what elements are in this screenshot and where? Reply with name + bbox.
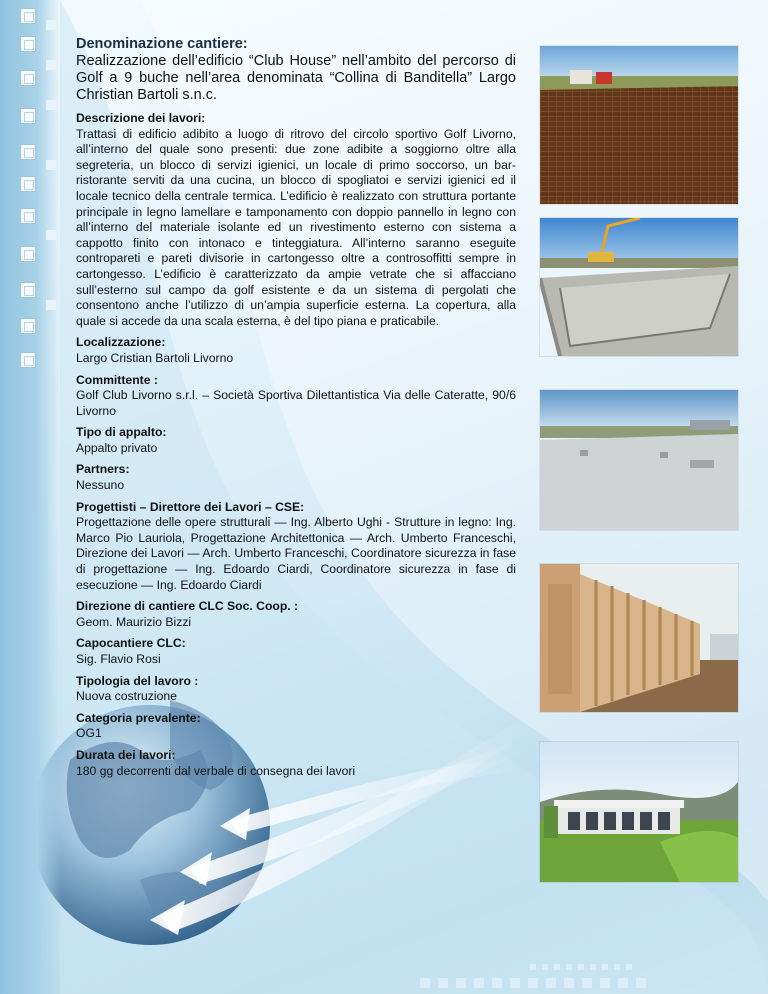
- section-text: Sig. Flavio Rosi: [76, 652, 161, 666]
- concrete-slab-photo: [540, 390, 738, 530]
- section-description: [76, 111, 516, 329]
- site-name-text: Realizzazione dell’edificio “Club House” nell’ambito del percorso di Golf a 9 buche nell’area denominata “Collina di Banditella” Largo Christian Bartoli s.n.c.: [76, 53, 516, 103]
- section-label: Categoria prevalente:: [76, 710, 201, 725]
- concrete-pour-photo: [540, 218, 738, 356]
- timber-frame-photo: [540, 564, 738, 712]
- section-text: 180 gg decorrenti dal verbale di consegna dei lavori: [76, 763, 356, 778]
- section-designers: [76, 500, 516, 594]
- section-text: Progettazione delle opere strutturali — Ing. Alberto Ughi - Strutture in legno: Ing. Marco Pio Lauriola, Progettazione Architettonica — Arch. Umberto Franceschi, Direzione dei Lavori — Arch. Umberto Franceschi, Coordinatore sicurezza in fase di progettazione — Ing. Edoardo Ciardi, Coordinatore sicurezza in fase di esecuzione — Ing. Edoardo Ciardi: [76, 515, 516, 592]
- section-label: Tipo di appalto:: [76, 425, 167, 440]
- site-sheet-content: [76, 36, 516, 785]
- site-name-label: Denominazione cantiere:: [76, 36, 248, 52]
- section-label: Capocantiere CLC:: [76, 636, 186, 651]
- bottom-dots-decoration: [420, 958, 720, 988]
- section-text: Geom. Maurizio Bizzi: [76, 614, 192, 629]
- section-text: OG1: [76, 726, 102, 741]
- rebar-mesh-photo: [540, 46, 738, 204]
- section-label: Localizzazione:: [76, 335, 166, 350]
- section-text: Largo Cristian Bartoli Livorno: [76, 350, 234, 365]
- section-text: Appalto privato: [76, 440, 158, 455]
- section-text: Golf Club Livorno s.r.l. – Società Sportiva Dilettantistica Via delle Cateratte, 90/6 Livorno: [76, 388, 516, 418]
- section-partners: [76, 462, 516, 493]
- section-label: Partners:: [76, 462, 130, 477]
- section-label: Committente :: [76, 372, 158, 387]
- section-duration: [76, 748, 516, 779]
- section-contract-type: [76, 425, 516, 456]
- section-site-management: [76, 599, 516, 630]
- left-decorative-strip: [0, 0, 62, 994]
- section-work-type: [76, 674, 516, 705]
- section-text: Nuova costruzione: [76, 689, 177, 704]
- clubhouse-render-photo: [540, 742, 738, 882]
- section-text: Nessuno: [76, 478, 125, 493]
- section-label: Direzione di cantiere CLC Soc. Coop. :: [76, 599, 299, 614]
- section-label: Progettisti – Direttore dei Lavori – CSE:: [76, 499, 305, 514]
- section-location: [76, 335, 516, 366]
- section-client: [76, 373, 516, 420]
- section-label: Tipologia del lavoro :: [76, 673, 199, 688]
- section-text: Trattasi di edificio adibito a luogo di ritrovo del circolo sportivo Golf Livorno, all’interno del quale sono presenti: due zone adibite a soggiorno oltre alla segreteria, un blocco di servizi igienici, un locale di primo soccorso, un bar-ristorante serviti da una cucina, un blocco di spogliatoi e servizi igienici ed il locale tecnico della centrale termica. L’edificio è realizzato con struttura portante principale in legno lamellare e tamponamento con doppio pannello in legno con all’interno del materiale isolante ed un rivestimento esterno con sistema a cappotto finito con intonaco e tinteggiatura. All’interno saranno eseguite contropareti e pareti divisorie in cartongesso oltre a controsoffitti sempre in cartongesso. L’edificio è caratterizzato da ampie vetrate che si affacciano sull’esterno sul campo da golf esistente e da un sistema di pergolati che consentono anche l’utilizzo di un’ampia superficie esterna. La copertura, alla quale si accede da una scala esterna, è del tipo piana e praticabile.: [76, 126, 516, 328]
- section-foreman: [76, 636, 516, 667]
- section-category: [76, 711, 516, 742]
- section-label: Descrizione dei lavori:: [76, 111, 206, 125]
- section-label: Durata dei lavori:: [76, 747, 176, 762]
